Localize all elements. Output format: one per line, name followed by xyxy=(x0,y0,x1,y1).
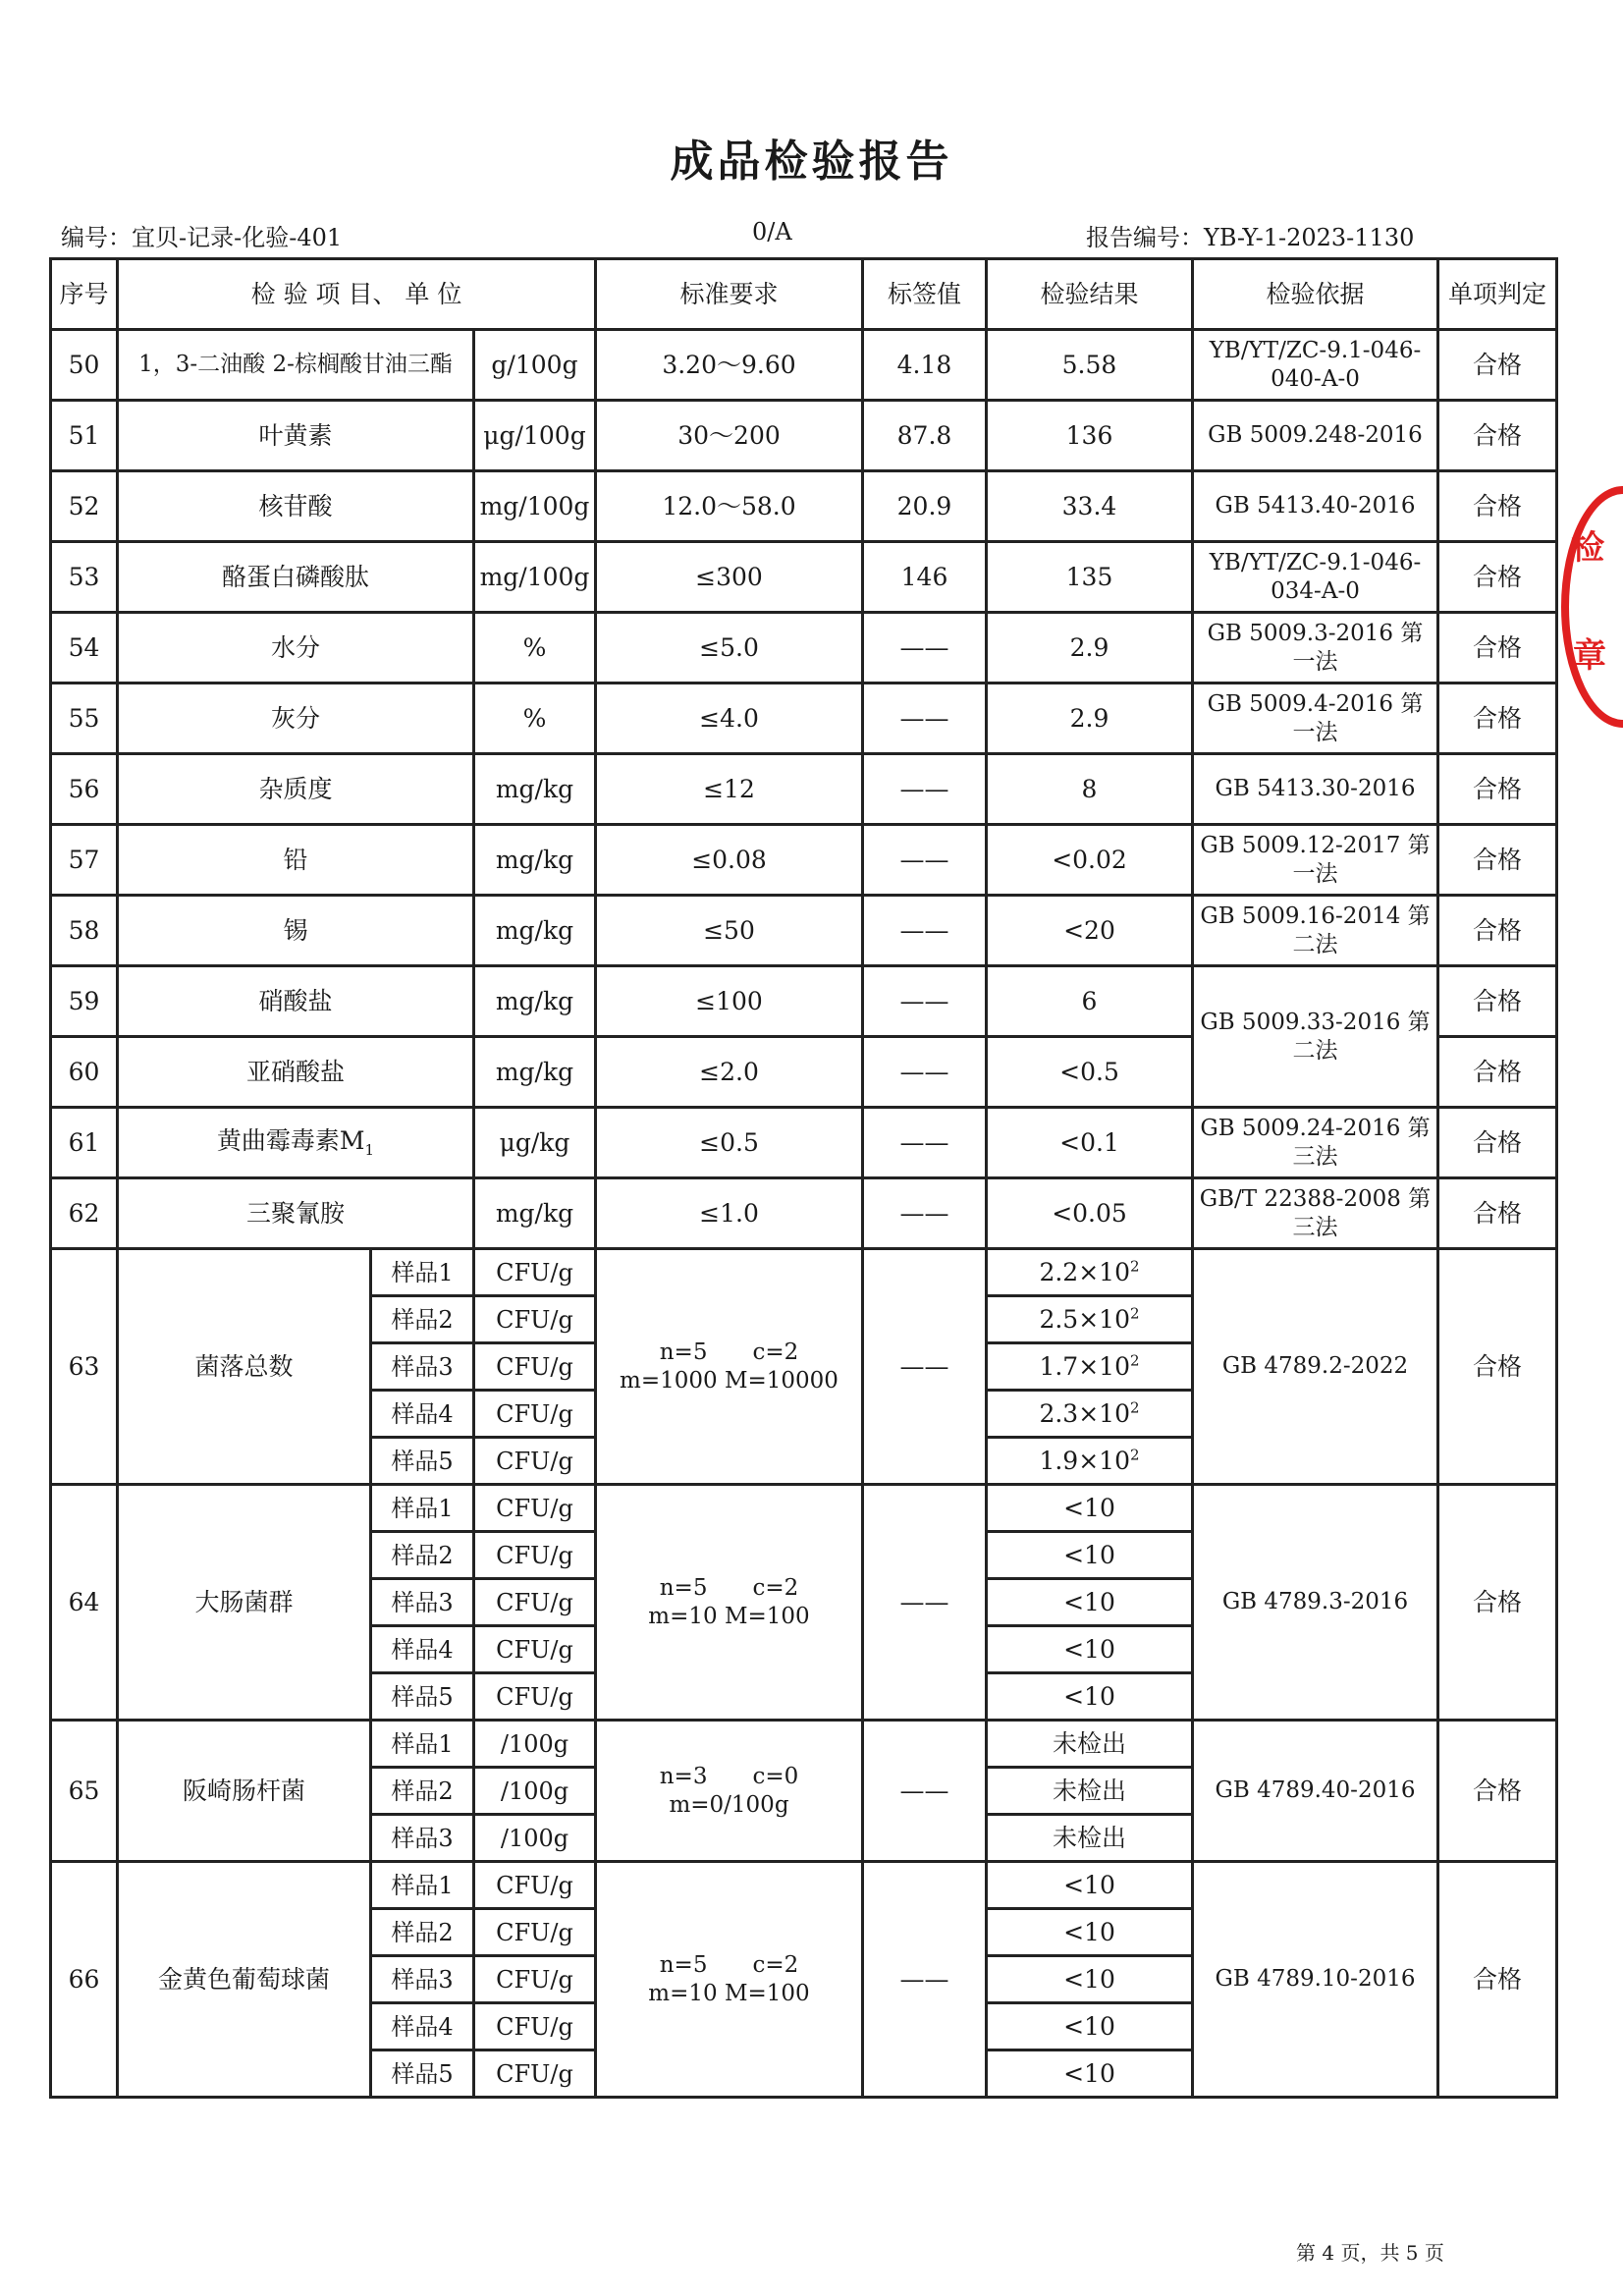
seal-char-1: 检 xyxy=(1571,528,1604,568)
standard-requirement: 30～200 xyxy=(596,401,863,471)
test-result: <0.5 xyxy=(987,1037,1193,1108)
test-result: 未检出 xyxy=(987,1815,1193,1862)
table-header-row xyxy=(51,259,1557,330)
test-result: 8 xyxy=(987,754,1193,825)
sample-unit: CFU/g xyxy=(474,1579,596,1626)
standard-requirement: ≤0.08 xyxy=(596,825,863,896)
sample-name: 样品3 xyxy=(371,1579,474,1626)
test-basis: GB/T 22388-2008 第三法 xyxy=(1193,1178,1438,1249)
item-unit: % xyxy=(474,683,596,754)
row-number: 52 xyxy=(51,471,118,542)
test-result: <0.05 xyxy=(987,1178,1193,1249)
label-value: —— xyxy=(863,1485,987,1721)
record-number: 编号：宜贝-记录-化验-401 xyxy=(61,224,343,251)
row-number: 55 xyxy=(51,683,118,754)
standard-line-2: m=0/100g xyxy=(669,1791,789,1818)
test-result: <10 xyxy=(987,1532,1193,1579)
standard-requirement: ≤0.5 xyxy=(596,1108,863,1178)
test-basis: GB 5413.40-2016 xyxy=(1193,471,1438,542)
sample-name: 样品2 xyxy=(371,1909,474,1956)
sample-unit: CFU/g xyxy=(474,1532,596,1579)
label-value: 146 xyxy=(863,542,987,613)
sample-name: 样品1 xyxy=(371,1249,474,1296)
label-value: —— xyxy=(863,896,987,966)
item-name: 叶黄素 xyxy=(118,401,474,471)
header-seq: 序号 xyxy=(51,259,118,330)
standard-line-2: m=10 M=100 xyxy=(648,1980,810,2006)
test-basis: YB/YT/ZC-9.1-046-040-A-0 xyxy=(1193,330,1438,401)
version-code: 0/A xyxy=(752,218,792,246)
item-name: 灰分 xyxy=(118,683,474,754)
judgement: 合格 xyxy=(1438,1485,1557,1721)
sample-name: 样品4 xyxy=(371,1626,474,1673)
row-number: 62 xyxy=(51,1178,118,1249)
table-row xyxy=(51,1108,1557,1178)
header-result: 检验结果 xyxy=(987,259,1193,330)
result-mantissa: 2.5×10 xyxy=(1039,1304,1130,1334)
result-mantissa: 2.2×10 xyxy=(1039,1257,1130,1286)
table-row xyxy=(51,471,1557,542)
judgement: 合格 xyxy=(1438,1721,1557,1862)
standard-line-2: m=1000 M=10000 xyxy=(620,1367,839,1394)
table-row xyxy=(51,1249,1557,1296)
item-name: 大肠菌群 xyxy=(118,1485,371,1721)
row-number: 61 xyxy=(51,1108,118,1178)
test-basis: GB 5413.30-2016 xyxy=(1193,754,1438,825)
standard-requirement xyxy=(596,1249,863,1485)
header-basis: 检验依据 xyxy=(1193,259,1438,330)
label-value: 4.18 xyxy=(863,330,987,401)
row-number: 60 xyxy=(51,1037,118,1108)
test-result xyxy=(987,1343,1193,1391)
sample-unit: CFU/g xyxy=(474,1296,596,1343)
item-name: 铅 xyxy=(118,825,474,896)
item-name: 硝酸盐 xyxy=(118,966,474,1037)
row-number: 64 xyxy=(51,1485,118,1721)
label-value: —— xyxy=(863,1249,987,1485)
label-value: —— xyxy=(863,966,987,1037)
test-result: <10 xyxy=(987,1626,1193,1673)
test-result: <10 xyxy=(987,1862,1193,1909)
table-row xyxy=(51,1862,1557,1909)
standard-requirement: 3.20～9.60 xyxy=(596,330,863,401)
standard-line-1: n=5 c=2 xyxy=(659,1574,799,1601)
standard-line-1: n=5 c=2 xyxy=(659,1339,799,1365)
sample-unit: CFU/g xyxy=(474,1343,596,1391)
seal-char-2: 章 xyxy=(1573,636,1606,676)
item-name: 三聚氰胺 xyxy=(118,1178,474,1249)
sample-unit: CFU/g xyxy=(474,1485,596,1532)
judgement: 合格 xyxy=(1438,896,1557,966)
result-exponent: 2 xyxy=(1129,1351,1140,1370)
sample-unit: CFU/g xyxy=(474,1862,596,1909)
header-label: 标签值 xyxy=(863,259,987,330)
result-mantissa: 1.7×10 xyxy=(1039,1351,1130,1381)
sample-unit: /100g xyxy=(474,1768,596,1815)
judgement: 合格 xyxy=(1438,966,1557,1037)
item-unit: mg/kg xyxy=(474,896,596,966)
test-basis: GB 5009.16-2014 第二法 xyxy=(1193,896,1438,966)
table-row xyxy=(51,330,1557,401)
item-name: 阪崎肠杆菌 xyxy=(118,1721,371,1862)
label-value: —— xyxy=(863,1178,987,1249)
sample-unit: CFU/g xyxy=(474,2050,596,2098)
test-basis: GB 5009.33-2016 第二法 xyxy=(1193,966,1438,1108)
sample-name: 样品4 xyxy=(371,1391,474,1438)
standard-requirement: 12.0～58.0 xyxy=(596,471,863,542)
test-result: <10 xyxy=(987,1485,1193,1532)
header-item-unit: 检 验 项 目、 单 位 xyxy=(118,259,596,330)
standard-requirement: ≤300 xyxy=(596,542,863,613)
test-basis: GB 4789.2-2022 xyxy=(1193,1249,1438,1485)
standard-line-1: n=3 c=0 xyxy=(659,1763,799,1789)
table-row xyxy=(51,683,1557,754)
label-value: —— xyxy=(863,1037,987,1108)
inspection-table xyxy=(49,257,1558,2099)
test-result xyxy=(987,1391,1193,1438)
item-unit: μg/kg xyxy=(474,1108,596,1178)
test-result: 2.9 xyxy=(987,613,1193,683)
label-value: —— xyxy=(863,1721,987,1862)
standard-requirement: ≤4.0 xyxy=(596,683,863,754)
item-name: 金黄色葡萄球菌 xyxy=(118,1862,371,2098)
sample-name: 样品2 xyxy=(371,1296,474,1343)
test-result xyxy=(987,1438,1193,1485)
test-result: <20 xyxy=(987,896,1193,966)
sample-name: 样品3 xyxy=(371,1956,474,2003)
test-basis: GB 4789.3-2016 xyxy=(1193,1485,1438,1721)
judgement: 合格 xyxy=(1438,754,1557,825)
result-mantissa: 1.9×10 xyxy=(1039,1446,1130,1475)
test-result: 6 xyxy=(987,966,1193,1037)
sample-name: 样品5 xyxy=(371,1673,474,1721)
sample-name: 样品1 xyxy=(371,1862,474,1909)
label-value: —— xyxy=(863,1108,987,1178)
item-name: 酪蛋白磷酸肽 xyxy=(118,542,474,613)
test-basis: GB 4789.40-2016 xyxy=(1193,1721,1438,1862)
judgement: 合格 xyxy=(1438,471,1557,542)
sample-unit: /100g xyxy=(474,1721,596,1768)
test-basis: GB 5009.24-2016 第三法 xyxy=(1193,1108,1438,1178)
sample-name: 样品4 xyxy=(371,2003,474,2050)
header-judgement: 单项判定 xyxy=(1438,259,1557,330)
test-basis: GB 5009.248-2016 xyxy=(1193,401,1438,471)
judgement: 合格 xyxy=(1438,683,1557,754)
label-value: —— xyxy=(863,683,987,754)
test-basis: YB/YT/ZC-9.1-046-034-A-0 xyxy=(1193,542,1438,613)
test-basis: GB 4789.10-2016 xyxy=(1193,1862,1438,2098)
label-value: —— xyxy=(863,613,987,683)
test-result: <10 xyxy=(987,1673,1193,1721)
row-number: 57 xyxy=(51,825,118,896)
item-name: 亚硝酸盐 xyxy=(118,1037,474,1108)
row-number: 65 xyxy=(51,1721,118,1862)
standard-requirement: ≤2.0 xyxy=(596,1037,863,1108)
test-result: <10 xyxy=(987,2003,1193,2050)
sample-unit: CFU/g xyxy=(474,2003,596,2050)
row-number: 53 xyxy=(51,542,118,613)
item-name: 核苷酸 xyxy=(118,471,474,542)
item-unit: % xyxy=(474,613,596,683)
judgement: 合格 xyxy=(1438,1108,1557,1178)
report-number: 报告编号：YB-Y-1-2023-1130 xyxy=(1086,224,1415,251)
item-name: 锡 xyxy=(118,896,474,966)
item-name: 杂质度 xyxy=(118,754,474,825)
judgement: 合格 xyxy=(1438,1178,1557,1249)
item-name: 水分 xyxy=(118,613,474,683)
table-row xyxy=(51,1721,1557,1768)
judgement: 合格 xyxy=(1438,1862,1557,2098)
test-basis: GB 5009.12-2017 第一法 xyxy=(1193,825,1438,896)
item-name xyxy=(118,1108,474,1178)
test-result: <10 xyxy=(987,1579,1193,1626)
standard-requirement xyxy=(596,1485,863,1721)
judgement: 合格 xyxy=(1438,1249,1557,1485)
judgement: 合格 xyxy=(1438,1037,1557,1108)
standard-requirement xyxy=(596,1721,863,1862)
result-exponent: 2 xyxy=(1129,1257,1140,1276)
item-unit: mg/100g xyxy=(474,542,596,613)
sample-name: 样品2 xyxy=(371,1768,474,1815)
sample-name: 样品1 xyxy=(371,1485,474,1532)
standard-requirement: ≤12 xyxy=(596,754,863,825)
test-result: 2.9 xyxy=(987,683,1193,754)
row-number: 58 xyxy=(51,896,118,966)
item-name-subscript: 1 xyxy=(364,1141,375,1160)
sample-name: 样品2 xyxy=(371,1532,474,1579)
test-result: 135 xyxy=(987,542,1193,613)
test-result xyxy=(987,1296,1193,1343)
row-number: 56 xyxy=(51,754,118,825)
row-number: 50 xyxy=(51,330,118,401)
row-number: 63 xyxy=(51,1249,118,1485)
table-row xyxy=(51,1485,1557,1532)
sample-name: 样品3 xyxy=(371,1343,474,1391)
result-mantissa: 2.3×10 xyxy=(1039,1398,1130,1428)
test-result: 未检出 xyxy=(987,1721,1193,1768)
standard-requirement: ≤5.0 xyxy=(596,613,863,683)
sample-unit: CFU/g xyxy=(474,1438,596,1485)
sample-unit: CFU/g xyxy=(474,1673,596,1721)
item-unit: mg/100g xyxy=(474,471,596,542)
table-row xyxy=(51,401,1557,471)
item-unit: mg/kg xyxy=(474,1037,596,1108)
table-row xyxy=(51,1178,1557,1249)
sample-unit: CFU/g xyxy=(474,1909,596,1956)
sample-unit: CFU/g xyxy=(474,1956,596,2003)
label-value: —— xyxy=(863,825,987,896)
result-exponent: 2 xyxy=(1129,1304,1140,1323)
item-unit: mg/kg xyxy=(474,825,596,896)
test-result: 136 xyxy=(987,401,1193,471)
sample-name: 样品5 xyxy=(371,2050,474,2098)
judgement: 合格 xyxy=(1438,825,1557,896)
table-row xyxy=(51,542,1557,613)
test-result xyxy=(987,1249,1193,1296)
table-row xyxy=(51,896,1557,966)
row-number: 54 xyxy=(51,613,118,683)
report-title: 成品检验报告 xyxy=(670,137,953,187)
item-unit: g/100g xyxy=(474,330,596,401)
sample-unit: CFU/g xyxy=(474,1391,596,1438)
item-name: 1，3-二油酸 2-棕榈酸甘油三酯 xyxy=(118,330,474,401)
sample-unit: /100g xyxy=(474,1815,596,1862)
result-exponent: 2 xyxy=(1129,1446,1140,1464)
item-unit: mg/kg xyxy=(474,754,596,825)
judgement: 合格 xyxy=(1438,542,1557,613)
item-name: 菌落总数 xyxy=(118,1249,371,1485)
item-name-text: 黄曲霉毒素M xyxy=(216,1126,365,1156)
standard-requirement: ≤100 xyxy=(596,966,863,1037)
result-exponent: 2 xyxy=(1129,1398,1140,1417)
judgement: 合格 xyxy=(1438,330,1557,401)
standard-requirement: ≤1.0 xyxy=(596,1178,863,1249)
sample-unit: CFU/g xyxy=(474,1249,596,1296)
item-unit: mg/kg xyxy=(474,966,596,1037)
label-value: 87.8 xyxy=(863,401,987,471)
label-value: —— xyxy=(863,1862,987,2098)
judgement: 合格 xyxy=(1438,401,1557,471)
test-result: 33.4 xyxy=(987,471,1193,542)
table-row xyxy=(51,825,1557,896)
row-number: 51 xyxy=(51,401,118,471)
test-result: <0.02 xyxy=(987,825,1193,896)
label-value: 20.9 xyxy=(863,471,987,542)
table-row xyxy=(51,613,1557,683)
test-result: <10 xyxy=(987,1909,1193,1956)
table-row xyxy=(51,754,1557,825)
sample-unit: CFU/g xyxy=(474,1626,596,1673)
label-value: —— xyxy=(863,754,987,825)
sample-name: 样品3 xyxy=(371,1815,474,1862)
test-basis: GB 5009.4-2016 第一法 xyxy=(1193,683,1438,754)
standard-line-2: m=10 M=100 xyxy=(648,1603,810,1629)
item-unit: μg/100g xyxy=(474,401,596,471)
standard-line-1: n=5 c=2 xyxy=(659,1951,799,1978)
test-basis: GB 5009.3-2016 第一法 xyxy=(1193,613,1438,683)
item-unit: mg/kg xyxy=(474,1178,596,1249)
table-row xyxy=(51,966,1557,1037)
test-result: 5.58 xyxy=(987,330,1193,401)
sample-name: 样品1 xyxy=(371,1721,474,1768)
test-result: <0.1 xyxy=(987,1108,1193,1178)
standard-requirement xyxy=(596,1862,863,2098)
test-result: <10 xyxy=(987,1956,1193,2003)
test-result: <10 xyxy=(987,2050,1193,2098)
row-number: 59 xyxy=(51,966,118,1037)
judgement: 合格 xyxy=(1438,613,1557,683)
standard-requirement: ≤50 xyxy=(596,896,863,966)
page-footer: 第 4 页，共 5 页 xyxy=(1296,2241,1444,2265)
header-standard: 标准要求 xyxy=(596,259,863,330)
row-number: 66 xyxy=(51,1862,118,2098)
test-result: 未检出 xyxy=(987,1768,1193,1815)
sample-name: 样品5 xyxy=(371,1438,474,1485)
